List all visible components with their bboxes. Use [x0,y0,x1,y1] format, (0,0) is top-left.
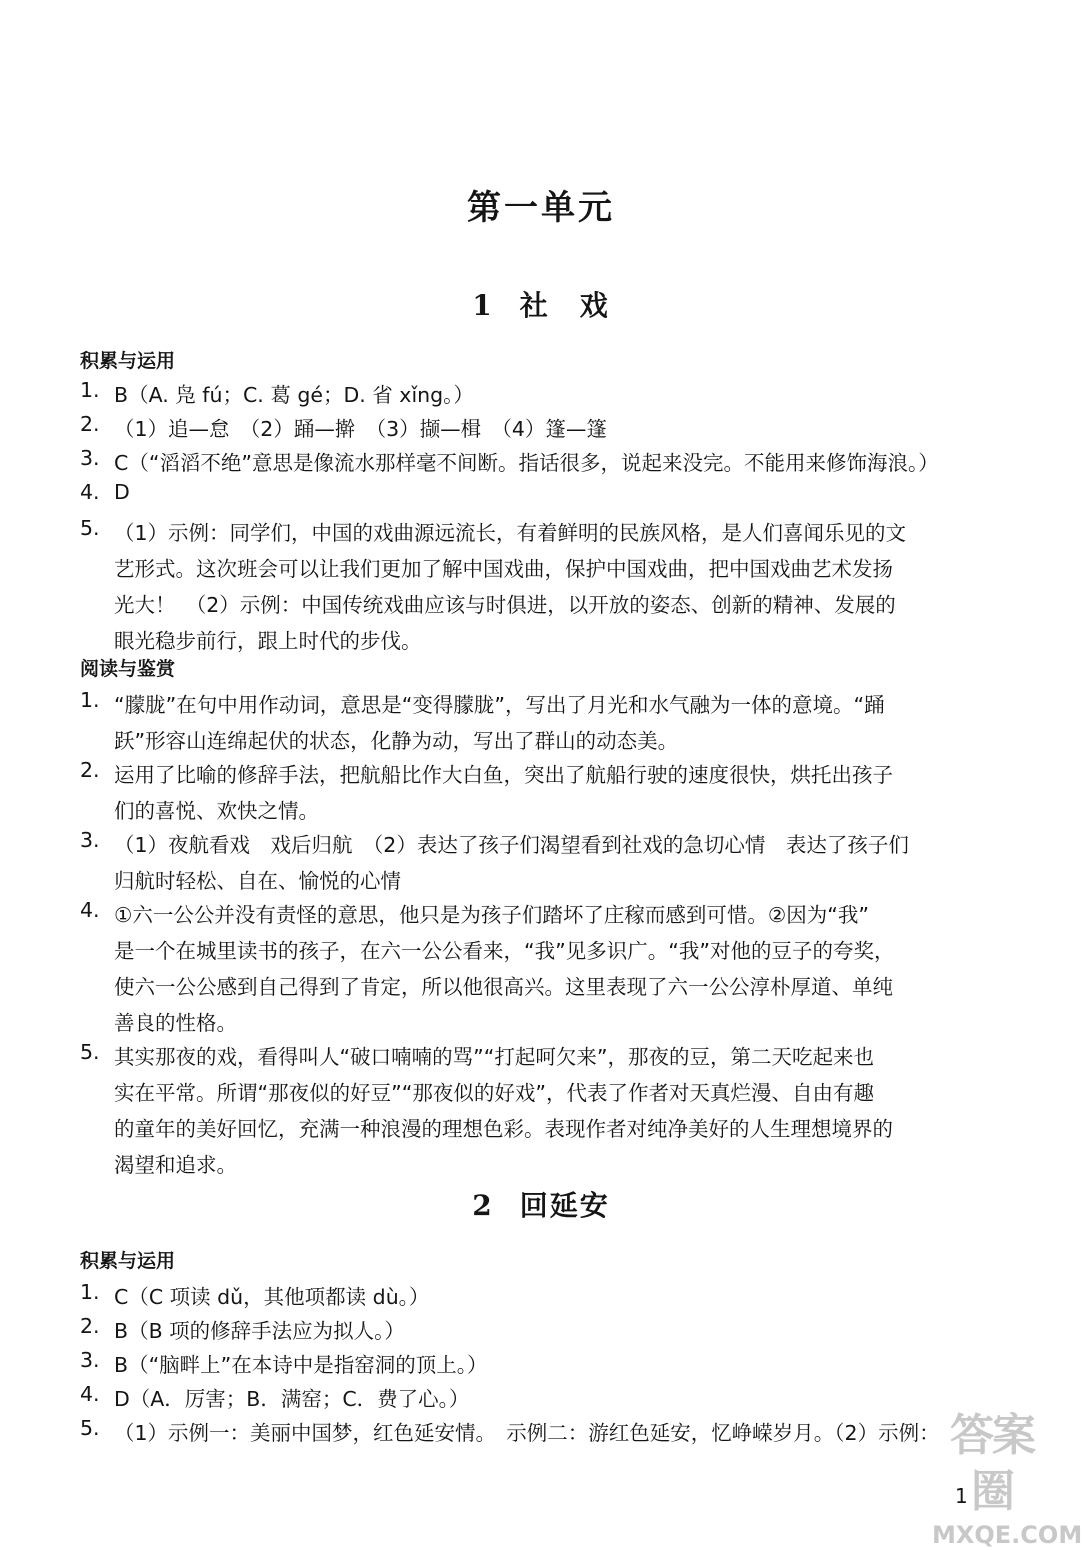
item-number: 4. [80,480,100,504]
item-number: 2. [80,1314,100,1338]
item-text: D（A．厉害；B．满窑；C．费了心。） [114,1387,470,1411]
section-heading: 阅读与鉴赏 [80,658,176,680]
item-number: 2. [80,412,100,436]
item-number: 1. [80,688,100,712]
item-text: 其实那夜的戏，看得叫人“破口喃喃的骂”“打起呵欠来”，那夜的豆，第二天吃起来也 [114,1045,874,1069]
lesson-2-name: 回延安 [519,1189,610,1222]
item-text: ①六一公公并没有责怪的意思，他只是为孩子们踏坏了庄稼而感到可惜。②因为“我” [114,903,869,927]
item-text: 们的喜悦、欢快之情。 [114,799,319,823]
lesson-2-number: 2 [472,1189,494,1222]
item-text: 渴望和追求。 [114,1153,237,1177]
item-text: C（C 项读 dǔ，其他项都读 dù。） [114,1285,430,1309]
item-text: 眼光稳步前行，跟上时代的步伐。 [114,629,422,653]
watermark-url: MXQE.COM [932,1521,1082,1549]
section-heading: 积累与运用 [80,1250,176,1272]
item-text: 的童年的美好回忆，充满一种浪漫的理想色彩。表现作者对纯净美好的人生理想境界的 [114,1117,893,1141]
item-number: 1. [80,378,100,402]
item-number: 2. [80,758,100,782]
item-text: 实在平常。所谓“那夜似的好豆”“那夜似的好戏”，代表了作者对天真烂漫、自由有趣 [114,1081,874,1105]
item-text: 运用了比喻的修辞手法，把航船比作大白鱼，突出了航船行驶的速度很快，烘托出孩子 [114,763,893,787]
item-text: 归航时轻松、自在、愉悦的心情 [114,869,401,893]
item-text: D [114,480,130,504]
item-number: 3. [80,828,100,852]
item-number: 5. [80,1416,100,1440]
lesson-2-title [0,1184,1082,1224]
section-heading: 积累与运用 [80,350,176,372]
item-text: 善良的性格。 [114,1011,237,1035]
page-number: 1 [955,1484,968,1508]
item-text: （1）夜航看戏 戏后归航 （2）表达了孩子们渴望看到社戏的急切心情 表达了孩子们 [114,833,909,857]
item-text: B（“脑畔上”在本诗中是指窑洞的顶上。） [114,1353,488,1377]
item-number: 5. [80,516,100,540]
lesson-1-number: 1 [472,289,494,322]
item-number: 5. [80,1040,100,1064]
item-text: “朦胧”在句中用作动词，意思是“变得朦胧”，写出了月光和水气融为一体的意境。“踊 [114,693,885,717]
item-number: 1. [80,1280,100,1304]
item-text: C（“滔滔不绝”意思是像流水那样毫不间断。指话很多，说起来没完。不能用来修饰海浪。） [114,451,939,475]
lesson-1-title [0,284,1082,324]
item-number: 3. [80,1348,100,1372]
item-number: 4. [80,1382,100,1406]
item-text: 使六一公公感到自己得到了肯定，所以他很高兴。这里表现了六一公公淳朴厚道、单纯 [114,975,893,999]
item-text: 光大！ （2）示例：中国传统戏曲应该与时俱进，以开放的姿态、创新的精神、发展的 [114,593,896,617]
watermark-logo [932,1408,1082,1549]
item-text: 跃”形容山连绵起伏的状态，化静为动，写出了群山的动态美。 [114,729,679,753]
item-text: （1）追—怠 （2）踊—擀 （3）撷—楫 （4）篷—篷 [114,417,607,441]
item-text: （1）示例一：美丽中国梦，红色延安情。 示例二：游红色延安，忆峥嵘岁月。（2）示例： [114,1421,940,1445]
lesson-1-name: 社 戏 [519,289,610,322]
item-number: 4. [80,898,100,922]
watermark-text: 答案圈 [950,1410,1034,1517]
item-text: （1）示例：同学们，中国的戏曲源远流长，有着鲜明的民族风格，是人们喜闻乐见的文 [114,521,907,545]
unit-title: 第一单元 [467,188,615,228]
item-text: B（B 项的修辞手法应为拟人。） [114,1319,405,1343]
item-number: 3. [80,446,100,470]
item-text: B（A. 凫 fú；C. 葛 gé；D. 省 xǐng。） [114,383,474,407]
item-text: 艺形式。这次班会可以让我们更加了解中国戏曲，保护中国戏曲，把中国戏曲艺术发扬 [114,557,893,581]
item-text: 是一个在城里读书的孩子，在六一公公看来，“我”见多识广。“我”对他的豆子的夸奖， [114,939,895,963]
